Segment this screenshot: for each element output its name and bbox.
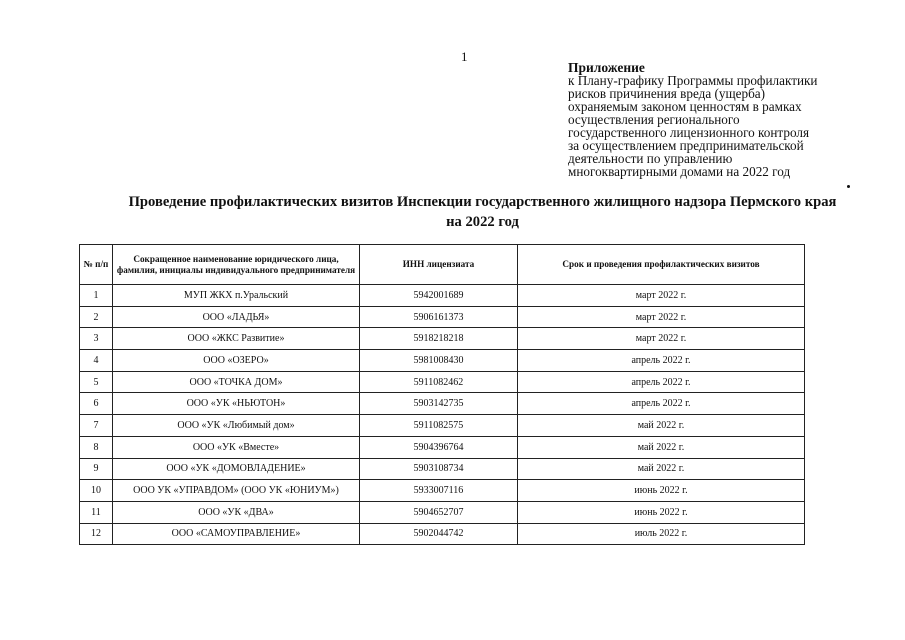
appendix-line: осуществления регионального [568,112,740,127]
table-row [80,328,805,350]
cell-inn: 5906161373 [360,306,518,328]
cell-inn: 5903142735 [360,393,518,415]
cell-name: ООО «УК «ДОМОВЛАДЕНИЕ» [113,458,360,480]
cell-inn: 5933007116 [360,480,518,502]
table-header-row [80,245,805,285]
header-num: № п/п [80,245,113,285]
cell-num: 1 [80,285,113,307]
cell-term: апрель 2022 г. [518,371,805,393]
table-row [80,393,805,415]
cell-name: ООО «ЖКС Развитие» [113,328,360,350]
cell-name: ООО «УК «НЬЮТОН» [113,393,360,415]
cell-inn: 5911082462 [360,371,518,393]
table-row [80,350,805,372]
document-title-line: на 2022 год [446,214,519,230]
cell-inn: 5903108734 [360,458,518,480]
scan-speck [847,185,850,188]
cell-num: 6 [80,393,113,415]
appendix-line: охраняемым законом ценностям в рамках [568,99,802,114]
cell-name: ООО «ЛАДЬЯ» [113,306,360,328]
appendix-line: деятельности по управлению [568,151,733,166]
cell-num: 12 [80,523,113,545]
appendix-line: за осуществлением предпринимательской [568,138,804,153]
visits-table [79,244,805,545]
table-row [80,436,805,458]
cell-inn: 5981008430 [360,350,518,372]
cell-name: МУП ЖКХ п.Уральский [113,285,360,307]
cell-term: май 2022 г. [518,436,805,458]
cell-term: март 2022 г. [518,306,805,328]
document-title [100,192,865,232]
cell-num: 9 [80,458,113,480]
cell-inn: 5904652707 [360,501,518,523]
appendix-heading: Приложение [568,60,645,75]
cell-name: ООО УК «УПРАВДОМ» (ООО УК «ЮНИУМ») [113,480,360,502]
cell-term: апрель 2022 г. [518,350,805,372]
cell-term: март 2022 г. [518,328,805,350]
table-row [80,501,805,523]
table-row [80,480,805,502]
cell-inn: 5942001689 [360,285,518,307]
cell-num: 10 [80,480,113,502]
cell-name: ООО «УК «ДВА» [113,501,360,523]
header-term: Срок и проведения профилактических визитов [518,245,805,285]
cell-num: 3 [80,328,113,350]
cell-inn: 5904396764 [360,436,518,458]
table-row [80,415,805,437]
cell-name: ООО «ТОЧКА ДОМ» [113,371,360,393]
document-title-line: Проведение профилактических визитов Инспекции государственного жилищного надзора Пермского края [128,194,837,210]
cell-num: 5 [80,371,113,393]
table-row [80,523,805,545]
table-row [80,285,805,307]
cell-name: ООО «УК «Вместе» [113,436,360,458]
cell-term: июнь 2022 г. [518,501,805,523]
appendix-line: рисков причинения вреда (ущерба) [568,86,766,101]
cell-term: май 2022 г. [518,458,805,480]
table-row [80,306,805,328]
cell-term: март 2022 г. [518,285,805,307]
cell-name: ООО «САМОУПРАВЛЕНИЕ» [113,523,360,545]
cell-name: ООО «УК «Любимый дом» [113,415,360,437]
table-row [80,458,805,480]
cell-num: 11 [80,501,113,523]
appendix-block [568,61,868,178]
header-name: Сокращенное наименование юридического лица, фамилия, инициалы индивидуального предпринимателя [113,245,360,285]
cell-inn: 5911082575 [360,415,518,437]
cell-num: 4 [80,350,113,372]
cell-inn: 5918218218 [360,328,518,350]
cell-inn: 5902044742 [360,523,518,545]
cell-num: 7 [80,415,113,437]
cell-num: 8 [80,436,113,458]
table-row [80,371,805,393]
appendix-line: государственного лицензионного контроля [568,125,810,140]
header-inn: ИНН лицензиата [360,245,518,285]
cell-term: май 2022 г. [518,415,805,437]
cell-name: ООО «ОЗЕРО» [113,350,360,372]
cell-term: апрель 2022 г. [518,393,805,415]
appendix-line: к Плану-графику Программы профилактики [568,73,818,88]
cell-term: июнь 2022 г. [518,480,805,502]
cell-num: 2 [80,306,113,328]
appendix-line: многоквартирными домами на 2022 год [568,164,791,179]
page-number: 1 [461,49,468,64]
cell-term: июль 2022 г. [518,523,805,545]
